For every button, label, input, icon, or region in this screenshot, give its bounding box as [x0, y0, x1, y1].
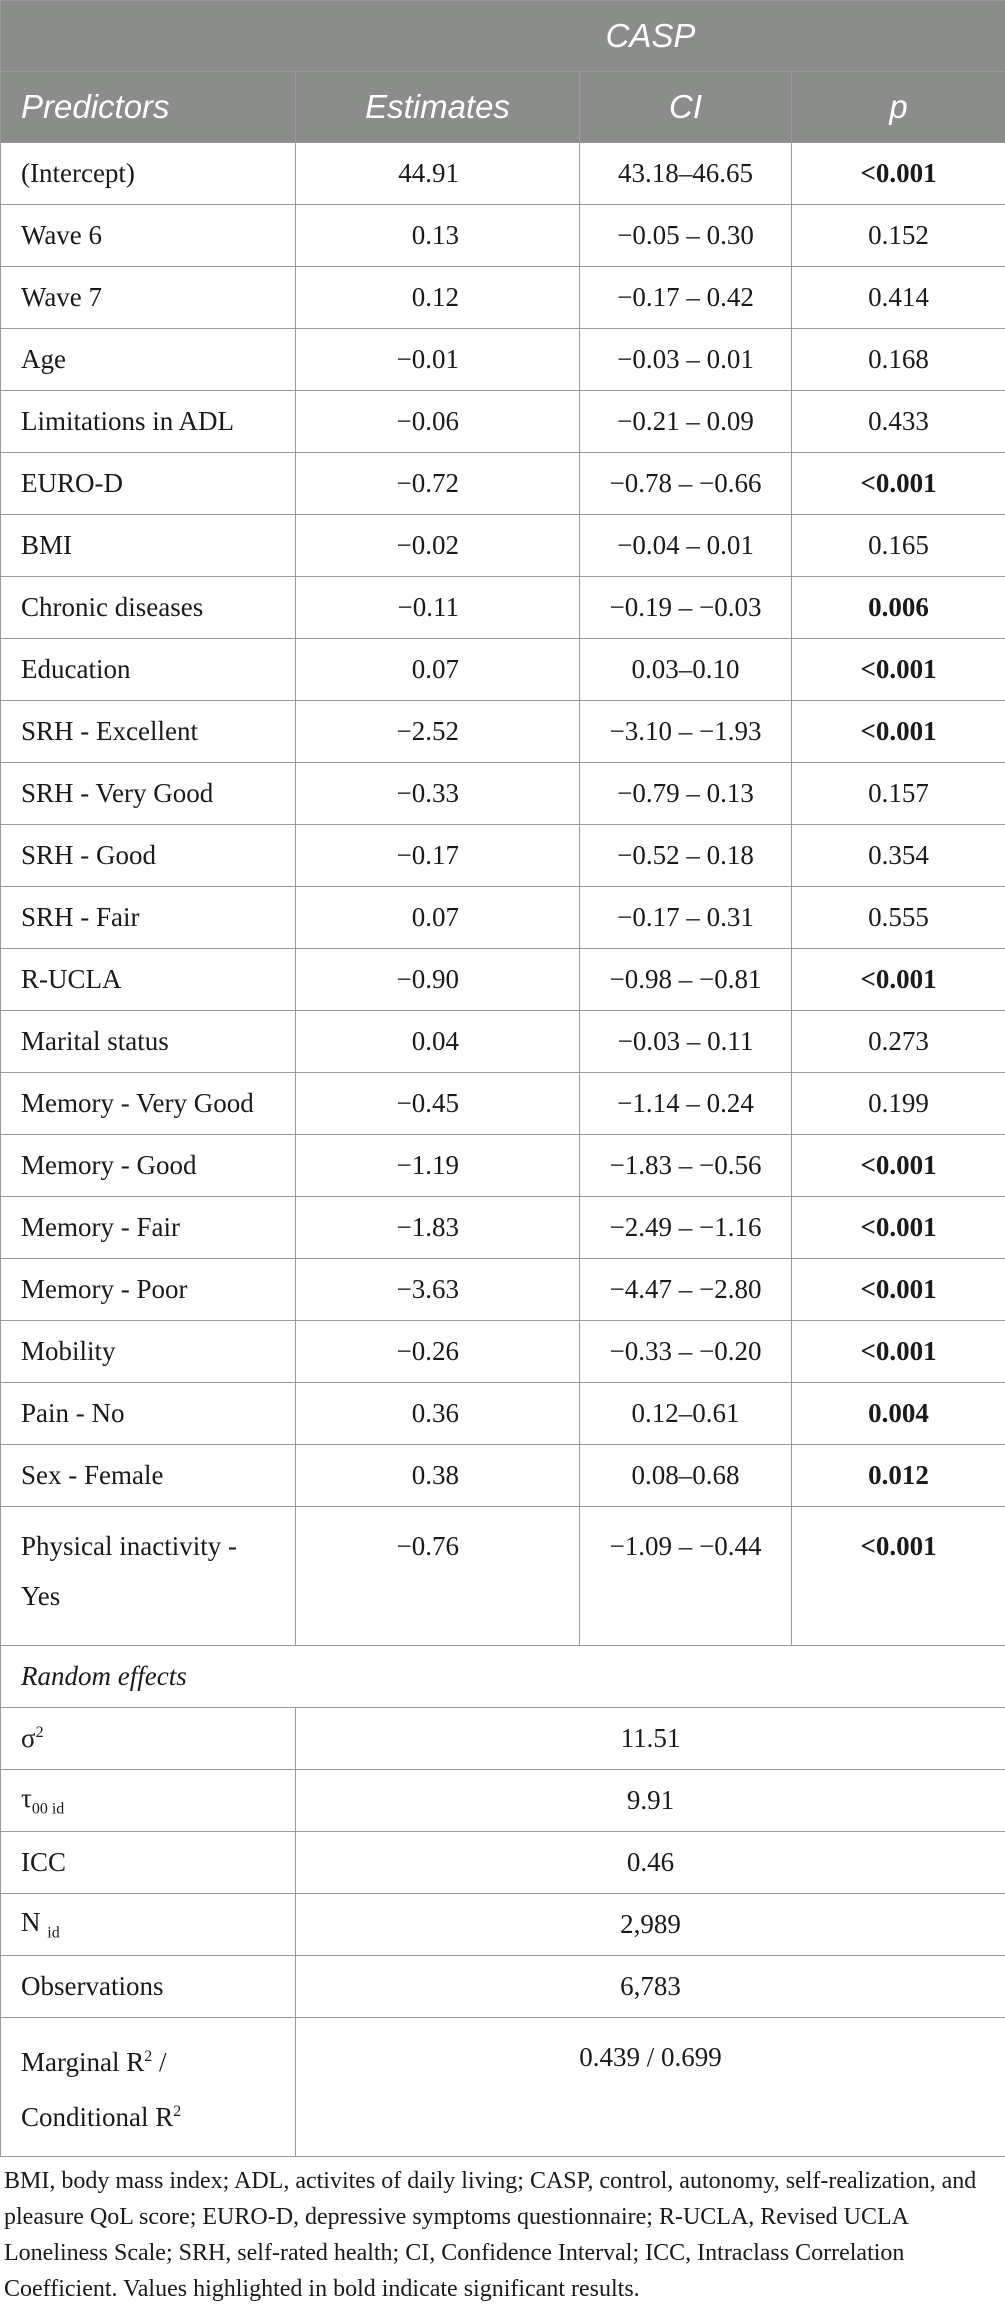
- row-label: SRH - Good: [1, 825, 296, 887]
- table-row: [1, 267, 1005, 329]
- row-label: Chronic diseases: [1, 577, 296, 639]
- row-label: Memory - Good: [1, 1135, 296, 1197]
- row-label: (Intercept): [1, 143, 296, 205]
- row-ci: −0.17 – 0.31: [580, 887, 792, 949]
- row-label: Pain - No: [1, 1383, 296, 1445]
- row-p: 0.004: [792, 1383, 1005, 1445]
- table-row: [1, 763, 1005, 825]
- observations-label: Observations: [1, 1956, 296, 2018]
- observations-value: 6,783: [296, 1956, 1005, 2018]
- row-p: 0.152: [792, 205, 1005, 267]
- random-effect-row: [1, 1894, 1005, 1956]
- row-ci: 0.12–0.61: [580, 1383, 792, 1445]
- row-estimate: 0.04: [296, 1011, 580, 1073]
- row-estimate: −0.06: [296, 391, 580, 453]
- table-row: [1, 143, 1005, 205]
- row-p: <0.001: [792, 1507, 1005, 1646]
- row-label: SRH - Excellent: [1, 701, 296, 763]
- r2-value: 0.439 / 0.699: [296, 2018, 1005, 2157]
- row-p: 0.006: [792, 577, 1005, 639]
- row-estimate: −0.02: [296, 515, 580, 577]
- row-label: Marital status: [1, 1011, 296, 1073]
- row-p: <0.001: [792, 639, 1005, 701]
- row-label: Limitations in ADL: [1, 391, 296, 453]
- n-sub: id: [47, 1924, 59, 1941]
- row-ci: −0.03 – 0.11: [580, 1011, 792, 1073]
- row-ci: −0.98 – −0.81: [580, 949, 792, 1011]
- icc-value: 0.46: [296, 1832, 1005, 1894]
- n-label: [1, 1894, 296, 1956]
- table-row: [1, 1197, 1005, 1259]
- row-label-line1: Physical inactivity -: [21, 1531, 237, 1561]
- r2-line1-tail: /: [152, 2047, 166, 2077]
- sigma-label: [1, 1708, 296, 1770]
- row-estimate: −0.11: [296, 577, 580, 639]
- row-ci: −1.83 – −0.56: [580, 1135, 792, 1197]
- row-p: <0.001: [792, 1135, 1005, 1197]
- row-p: 0.273: [792, 1011, 1005, 1073]
- row-estimate: 0.36: [296, 1383, 580, 1445]
- row-ci: −3.10 – −1.93: [580, 701, 792, 763]
- table-row: [1, 1135, 1005, 1197]
- row-p: 0.555: [792, 887, 1005, 949]
- row-label: SRH - Very Good: [1, 763, 296, 825]
- row-p: 0.012: [792, 1445, 1005, 1507]
- row-estimate: 0.12: [296, 267, 580, 329]
- row-p: 0.354: [792, 825, 1005, 887]
- row-p: <0.001: [792, 453, 1005, 515]
- row-estimate: −0.72: [296, 453, 580, 515]
- table-row: [1, 1073, 1005, 1135]
- row-label: Age: [1, 329, 296, 391]
- r2-row: [1, 2018, 1005, 2157]
- table-row: [1, 453, 1005, 515]
- n-value: 2,989: [296, 1894, 1005, 1956]
- row-p: <0.001: [792, 1197, 1005, 1259]
- row-estimate: −0.01: [296, 329, 580, 391]
- random-effect-row: [1, 1770, 1005, 1832]
- row-ci: −1.14 – 0.24: [580, 1073, 792, 1135]
- row-estimate: −0.17: [296, 825, 580, 887]
- row-p: 0.199: [792, 1073, 1005, 1135]
- header-group-casp: CASP: [296, 1, 1005, 72]
- row-estimate: −0.76: [296, 1507, 580, 1646]
- row-label: Mobility: [1, 1321, 296, 1383]
- table-row: [1, 1011, 1005, 1073]
- row-p: <0.001: [792, 949, 1005, 1011]
- icc-label: ICC: [1, 1832, 296, 1894]
- row-label: Memory - Poor: [1, 1259, 296, 1321]
- row-label: [1, 1507, 296, 1646]
- row-label: Sex - Female: [1, 1445, 296, 1507]
- row-p: <0.001: [792, 1259, 1005, 1321]
- row-estimate: −1.19: [296, 1135, 580, 1197]
- row-ci: −0.04 – 0.01: [580, 515, 792, 577]
- tau-sub: 00 id: [32, 1800, 64, 1817]
- row-ci: −1.09 – −0.44: [580, 1507, 792, 1646]
- row-estimate: −3.63: [296, 1259, 580, 1321]
- row-p: 0.433: [792, 391, 1005, 453]
- row-label: EURO-D: [1, 453, 296, 515]
- row-p: 0.414: [792, 267, 1005, 329]
- tail-rows: [1, 1507, 1005, 2157]
- row-p: <0.001: [792, 1321, 1005, 1383]
- row-estimate: −0.26: [296, 1321, 580, 1383]
- row-p: <0.001: [792, 701, 1005, 763]
- row-ci: −4.47 – −2.80: [580, 1259, 792, 1321]
- table-row: [1, 1445, 1005, 1507]
- row-ci: −0.79 – 0.13: [580, 763, 792, 825]
- row-label: Memory - Very Good: [1, 1073, 296, 1135]
- tau-symbol: τ: [21, 1783, 32, 1813]
- row-ci: −0.17 – 0.42: [580, 267, 792, 329]
- row-ci: −0.78 – −0.66: [580, 453, 792, 515]
- row-ci: 43.18–46.65: [580, 143, 792, 205]
- row-ci: −0.05 – 0.30: [580, 205, 792, 267]
- r2-sup2: 2: [173, 2103, 181, 2120]
- header-p: p: [792, 72, 1005, 143]
- random-effect-row: [1, 1708, 1005, 1770]
- row-label: Education: [1, 639, 296, 701]
- row-label: R-UCLA: [1, 949, 296, 1011]
- row-p: 0.165: [792, 515, 1005, 577]
- header-estimates: Estimates: [296, 72, 580, 143]
- r2-label: [1, 2018, 296, 2157]
- header-blank-cell: [1, 1, 296, 72]
- tau-value: 9.91: [296, 1770, 1005, 1832]
- table-row: [1, 205, 1005, 267]
- table-row: [1, 391, 1005, 453]
- row-estimate: −0.90: [296, 949, 580, 1011]
- table-row: [1, 1507, 1005, 1646]
- row-p: <0.001: [792, 143, 1005, 205]
- row-ci: 0.08–0.68: [580, 1445, 792, 1507]
- row-estimate: 0.13: [296, 205, 580, 267]
- table-footnote: BMI, body mass index; ADL, activites of daily living; CASP, control, autonomy, self-realization, and pleasure QoL score; EURO-D, depressive symptoms questionnaire; R-UCLA, Revised UCLA Loneliness Scale; SRH, self-rated health; CI, Confidence Interval; ICC, Intraclass Correlation Coefficient. Values highlighted in bold indicate significant results.: [0, 2157, 1005, 2307]
- header-columns-row: [1, 72, 1005, 143]
- table-row: [1, 949, 1005, 1011]
- row-estimate: −1.83: [296, 1197, 580, 1259]
- table-row: [1, 329, 1005, 391]
- row-ci: 0.03–0.10: [580, 639, 792, 701]
- row-label-line2: Yes: [21, 1581, 60, 1611]
- sigma-symbol: σ: [21, 1723, 36, 1753]
- row-ci: −2.49 – −1.16: [580, 1197, 792, 1259]
- table-row: [1, 577, 1005, 639]
- row-estimate: −0.33: [296, 763, 580, 825]
- r2-line2: Conditional R: [21, 2102, 173, 2132]
- r2-sup1: 2: [144, 2048, 152, 2065]
- row-label: Wave 7: [1, 267, 296, 329]
- random-effect-row: [1, 1832, 1005, 1894]
- r2-line1: Marginal R: [21, 2047, 144, 2077]
- row-ci: −0.19 – −0.03: [580, 577, 792, 639]
- row-estimate: 0.07: [296, 887, 580, 949]
- tau-label: [1, 1770, 296, 1832]
- table-row: [1, 1383, 1005, 1445]
- table-row: [1, 515, 1005, 577]
- row-ci: −0.33 – −0.20: [580, 1321, 792, 1383]
- row-ci: −0.52 – 0.18: [580, 825, 792, 887]
- header-ci: CI: [580, 72, 792, 143]
- random-effects-heading-row: [1, 1646, 1005, 1708]
- header-group-row: [1, 1, 1005, 72]
- row-label: SRH - Fair: [1, 887, 296, 949]
- table-row: [1, 887, 1005, 949]
- table-row: [1, 1259, 1005, 1321]
- random-effect-row: [1, 1956, 1005, 2018]
- n-symbol: N: [21, 1907, 41, 1937]
- sigma-sup: 2: [36, 1724, 44, 1741]
- row-estimate: 0.38: [296, 1445, 580, 1507]
- random-effects-heading: Random effects: [1, 1646, 1005, 1708]
- row-estimate: 0.07: [296, 639, 580, 701]
- predictor-rows: [1, 143, 1005, 1507]
- table-row: [1, 825, 1005, 887]
- row-estimate: −2.52: [296, 701, 580, 763]
- row-estimate: 44.91: [296, 143, 580, 205]
- sigma-value: 11.51: [296, 1708, 1005, 1770]
- row-label: BMI: [1, 515, 296, 577]
- table-row: [1, 639, 1005, 701]
- row-estimate: −0.45: [296, 1073, 580, 1135]
- table-row: [1, 1321, 1005, 1383]
- row-p: 0.157: [792, 763, 1005, 825]
- row-label: Memory - Fair: [1, 1197, 296, 1259]
- table-row: [1, 701, 1005, 763]
- row-label: Wave 6: [1, 205, 296, 267]
- header-predictors: Predictors: [1, 72, 296, 143]
- row-ci: −0.21 – 0.09: [580, 391, 792, 453]
- row-ci: −0.03 – 0.01: [580, 329, 792, 391]
- row-p: 0.168: [792, 329, 1005, 391]
